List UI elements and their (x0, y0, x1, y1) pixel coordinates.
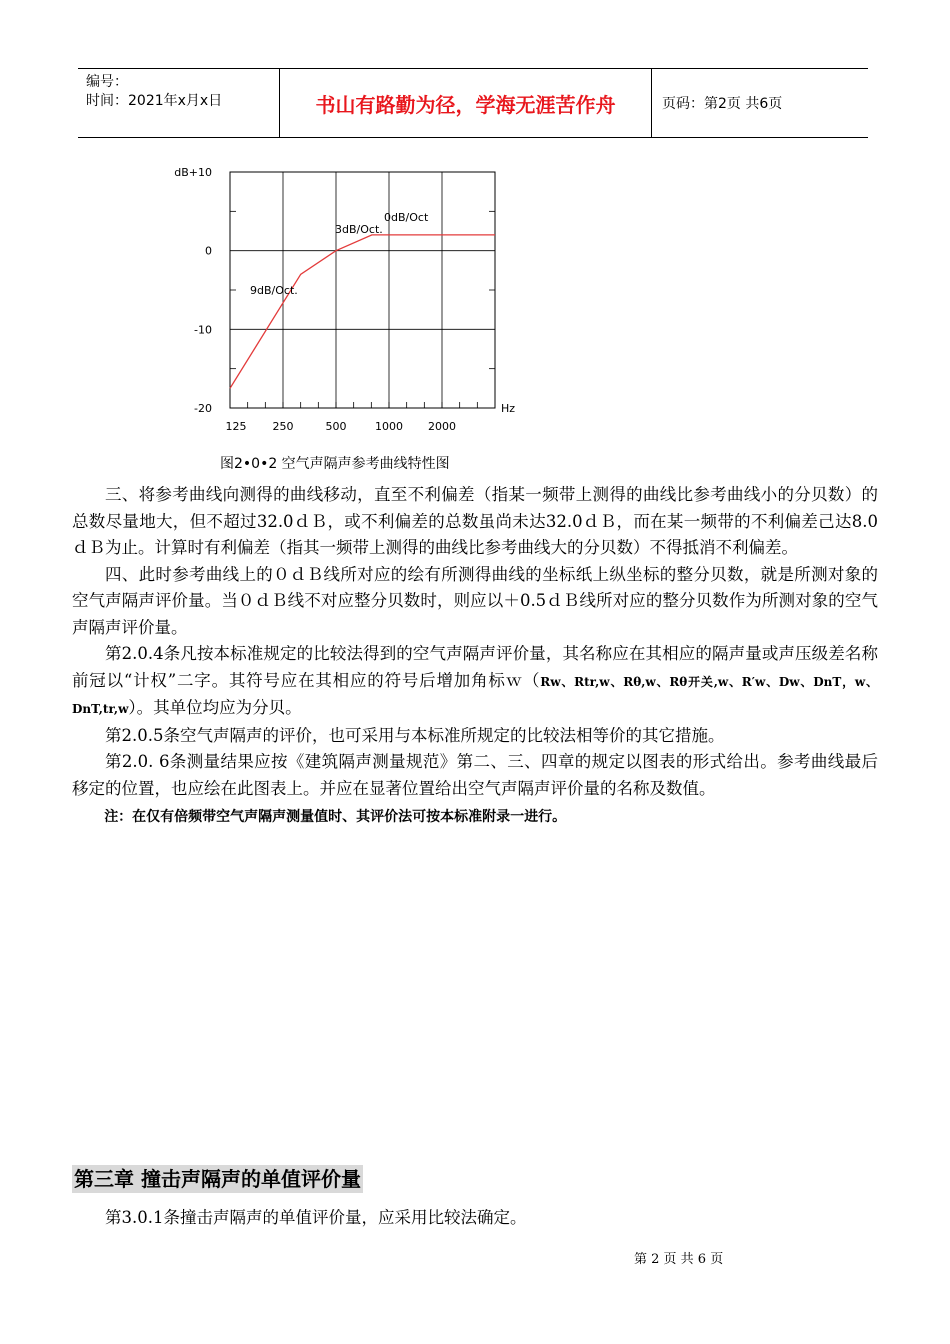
reference-curve-chart (170, 160, 530, 450)
y-tick-label-0: dB+10 (174, 166, 212, 179)
paragraph-2-0-4 (72, 641, 878, 723)
slope-annotation-0: 9dB/Oct. (250, 284, 298, 297)
header-page-label: 页码：第2页 共6页 (662, 96, 783, 112)
body-text (72, 482, 878, 831)
reference-curve-line (230, 235, 495, 388)
time-label: 时间：2021年x月x日 (86, 93, 223, 109)
header-meta (78, 69, 280, 137)
x-tick-label-4: 2000 (428, 420, 456, 433)
note: 注：在仅有倍频带空气声隔声测量值时、其评价法可按本标准附录一进行。 (104, 809, 567, 825)
number-label: 编号： (86, 74, 128, 90)
y-tick-label-3: -20 (194, 402, 212, 415)
paragraph-step-4: 四、此时参考曲线上的０ｄＢ线所对应的绘有所测得曲线的坐标纸上纵坐标的整分贝数，就是所测对象的空气声隔声评价量。当０ｄＢ线不对应整分贝数时，则应以＋0.5ｄＢ线所对应的整分贝数作为所测对象的空气声隔声评价量。 (72, 564, 878, 637)
chapter-paragraph: 第3.0.1条撞击声隔声的单值评价量，应采用比较法确定。 (105, 1208, 527, 1227)
x-tick-label-0: 125 (225, 420, 247, 433)
page-header (78, 68, 868, 138)
x-axis-unit: Hz (501, 402, 516, 415)
paragraph-2-0-5: 第2.0.5条空气声隔声的评价，也可采用与本标准所规定的比较法相等价的其它措施。 (105, 725, 725, 745)
slope-annotation-1: 3dB/Oct. (335, 223, 383, 236)
y-tick-label-1: 0 (205, 244, 212, 258)
x-tick-label-1: 250 (272, 420, 294, 433)
y-tick-label-2: -10 (194, 323, 212, 337)
x-tick-label-3: 1000 (375, 420, 403, 433)
paragraph-step-3: 三、将参考曲线向测得的曲线移动，直至不利偏差（指某一频带上测得的曲线比参考曲线小的分贝数）的总数尽量地大，但不超过32.0ｄＢ，或不利偏差的总数虽尚未达32.0ｄＢ，而在某一频带的不利偏差己达8.0ｄＢ为止。计算时有利偏差（指其一频带上测得的曲线比参考曲线大的分贝数）不得抵消不利偏差。 (72, 485, 878, 557)
page-footer: 第 2 页 共 6 页 (634, 1252, 724, 1267)
paragraph-2-0-6: 第2.0. 6条测量结果应按《建筑隔声测量规范》第二、三、四章的规定以图表的形式给出。参考曲线最后移定的位置，也应绘在此图表上。并应在显著位置给出空气声隔声评价量的名称及数值。 (72, 752, 878, 798)
x-tick-label-2: 500 (325, 420, 347, 433)
slope-annotation-2: 0dB/Oct (384, 211, 429, 224)
header-motto: 书山有路勤为径，学海无涯苦作舟 (280, 69, 652, 137)
figure-caption: 图2•0•2 空气声隔声参考曲线特性图 (220, 456, 450, 472)
para-2-0-4-tail: ）。其单位均应为分贝。 (128, 698, 302, 717)
chapter-title: 第三章 撞击声隔声的单值评价量 (74, 1167, 361, 1191)
para-2-0-4-main: 第2.0.4条凡按本标准规定的比较法得到的空气声隔声评价量，其名称应在其相应的隔声量或声压级差名称前冠以“计权”二字。其符号应在其相应的符号后增加角标ｗ（ (72, 644, 878, 690)
weighted-symbols: Rw、Rtr,w、Rθ,w、Rθ开关,w、R′w、Dw、DnT，w、DnT,tr,w (72, 674, 878, 716)
